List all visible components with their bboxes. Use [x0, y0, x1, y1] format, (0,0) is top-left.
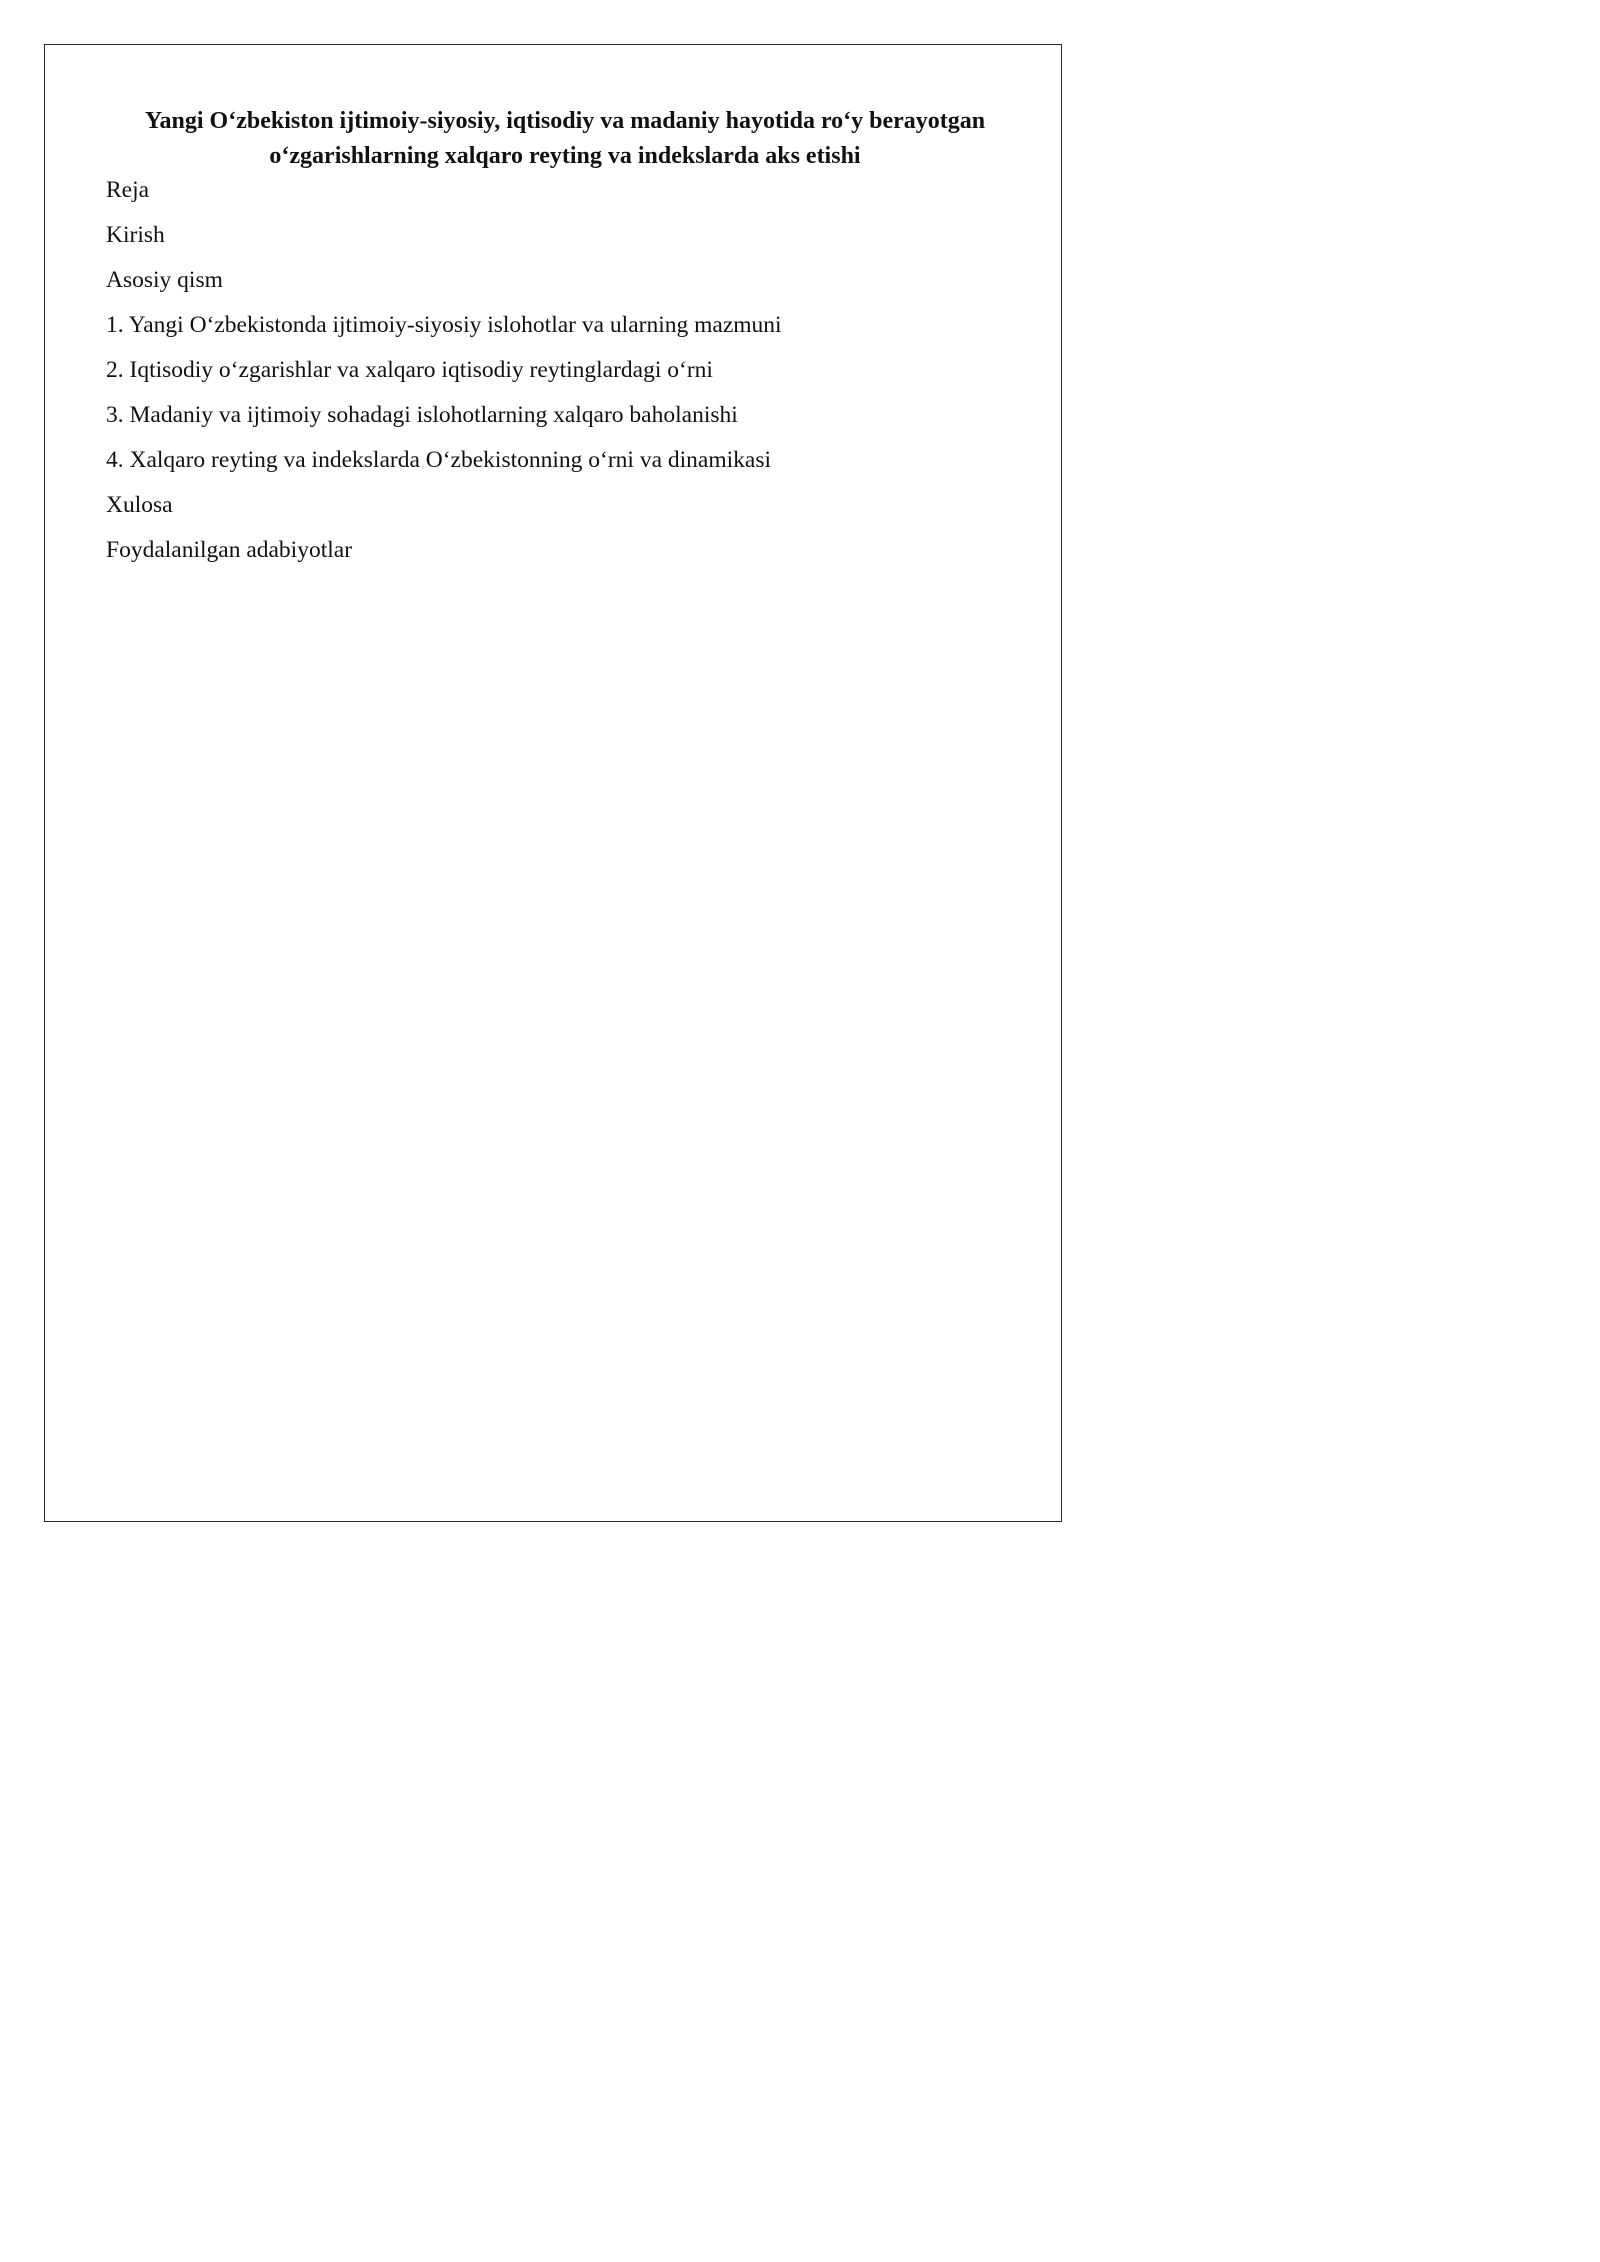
document-title-line-2: o‘zgarishlarning xalqaro reyting va indekslarda aks etishi: [269, 143, 861, 169]
outline-item-asosiy-qism: Asosiy qism: [106, 267, 223, 293]
outline-item-section-1: 1. Yangi O‘zbekistonda ijtimoiy-siyosiy islohotlar va ularning mazmuni: [106, 312, 782, 338]
outline-item-reja: Reja: [106, 177, 150, 203]
document-title: [90, 104, 1040, 174]
plan-outline: [106, 174, 782, 579]
outline-item-kirish: Kirish: [106, 222, 165, 248]
outline-item-section-3: 3. Madaniy va ijtimoiy sohadagi islohotlarning xalqaro baholanishi: [106, 402, 738, 428]
outline-item-section-2: 2. Iqtisodiy o‘zgarishlar va xalqaro iqtisodiy reytinglardagi o‘rni: [106, 357, 713, 383]
document-title-line-1: Yangi O‘zbekiston ijtimoiy-siyosiy, iqtisodiy va madaniy hayotida ro‘y berayotgan: [144, 108, 986, 134]
outline-item-section-4: 4. Xalqaro reyting va indekslarda O‘zbekistonning o‘rni va dinamikasi: [106, 447, 771, 473]
outline-item-xulosa: Xulosa: [106, 492, 173, 518]
outline-item-adabiyotlar: Foydalanilgan adabiyotlar: [106, 537, 353, 563]
